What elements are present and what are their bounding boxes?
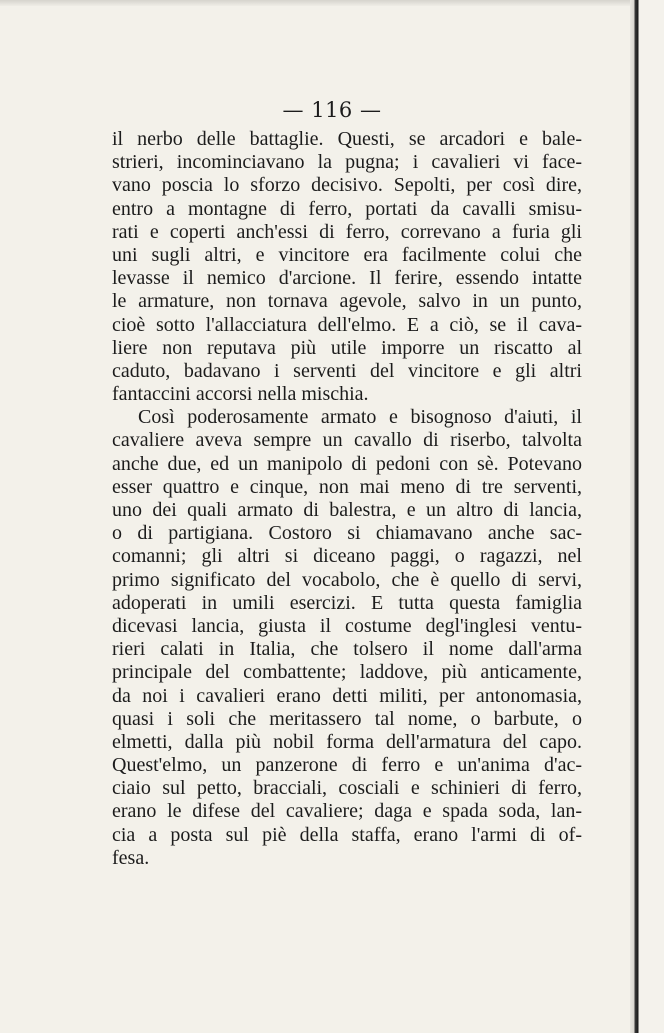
text-line: liere non reputava più utile imporre un riscatto al [112,336,582,359]
text-line: fesa. [112,846,150,869]
text-line: cia a posta sul piè della staffa, erano l'armi di of- [112,823,582,846]
text-line: strieri, incominciavano la pugna; i cavalieri vi face- [112,151,582,174]
text-line: cavaliere aveva sempre un cavallo di riserbo, talvolta [112,429,582,452]
text-line: uno dei quali armato di balestra, e un altro di lancia, [112,499,582,521]
body-text [112,128,582,870]
text-line: primo significato del vocabolo, che è quello di servi, [112,568,582,591]
text-line: cioè sotto l'allacciatura dell'elmo. E a ciò, se il cava- [112,313,582,336]
text-line: erano le difese del cavaliere; daga e spada soda, lan- [112,800,582,823]
text-line: vano poscia lo sforzo decisivo. Sepolti, per così dire, [112,174,582,197]
text-line: elmetti, dalla più nobil forma dell'armatura del capo. [112,730,582,753]
text-line: quasi i soli che meritassero tal nome, o barbute, o [112,707,582,730]
text-line: fantaccini accorsi nella mischia. [112,383,369,406]
text-line: le armature, non tornava agevole, salvo in un punto, [112,290,582,313]
text-line: da noi i cavalieri erano detti militi, per antonomasia, [112,684,582,707]
text-line: rati e coperti anch'essi di ferro, correvano a furia gli [112,220,582,243]
text-line: o di partigiana. Costoro si chiamavano anche sac- [112,522,582,545]
text-line: entro a montagne di ferro, portati da cavalli smisu- [112,197,582,220]
text-line: ciaio sul petto, bracciali, cosciali e schinieri di ferro, [112,777,582,800]
page-binding-edge [630,0,664,1033]
text-line: dicevasi lancia, giusta il costume degl'inglesi ventu- [112,614,582,637]
page-number: — 116 — [282,98,382,122]
text-line: levasse il nemico d'arcione. Il ferire, essendo intatte [112,267,582,290]
text-line: esser quattro e cinque, non mai meno di tre serventi, [112,475,582,498]
text-line: uni sugli altri, e vincitore era facilmente colui che [112,243,582,266]
text-line: anche due, ed un manipolo di pedoni con sè. Potevano [112,452,582,475]
text-line: il nerbo delle battaglie. Questi, se arcadori e bale- [112,128,582,150]
text-line: comanni; gli altri si diceano paggi, o ragazzi, nel [112,545,582,568]
text-line: caduto, badavano i serventi del vincitore e gli altri [112,359,582,382]
text-line: Così poderosamente armato e bisognoso d'aiuti, il [138,406,582,429]
text-line: Quest'elmo, un panzerone di ferro e un'anima d'ac- [112,754,582,777]
text-line: principale del combattente; laddove, più anticamente, [112,661,582,684]
text-line: adoperati in umili esercizi. E tutta questa famiglia [112,591,582,614]
text-line: rieri calati in Italia, che tolsero il nome dall'arma [112,638,582,661]
page-top-edge [0,0,664,6]
